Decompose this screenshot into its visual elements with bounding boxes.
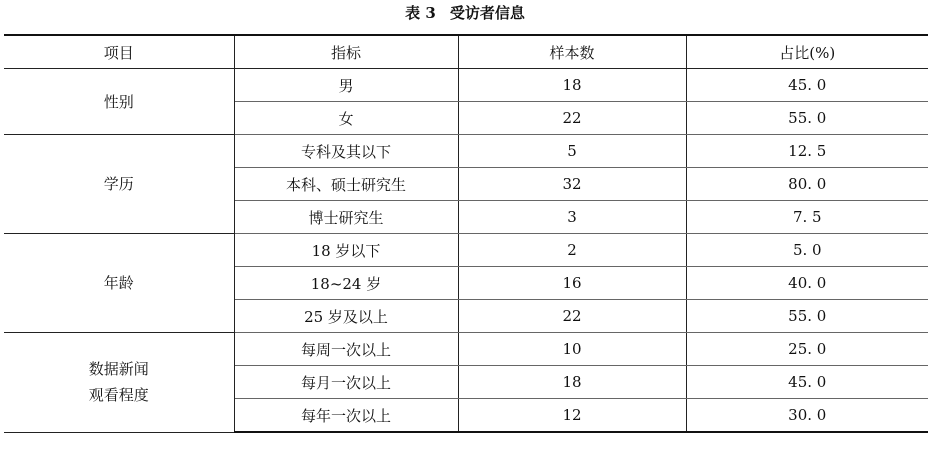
group-label-education — [4, 135, 234, 234]
table-number: 表 3 — [405, 4, 436, 22]
count-cell: 32 — [458, 168, 686, 201]
percentage-cell: 45. 0 — [686, 69, 928, 102]
indicator-cell: 女 — [234, 102, 458, 135]
group-label-age — [4, 234, 234, 333]
count-cell: 18 — [458, 366, 686, 399]
indicator-cell: 博士研究生 — [234, 201, 458, 234]
percentage-cell: 45. 0 — [686, 366, 928, 399]
count-cell: 16 — [458, 267, 686, 300]
respondent-info-table — [4, 34, 928, 433]
header-percentage: 占比(%) — [686, 35, 928, 69]
count-cell: 22 — [458, 300, 686, 333]
table-title: 受访者信息 — [449, 4, 525, 22]
count-cell: 12 — [458, 399, 686, 433]
percentage-cell: 5. 0 — [686, 234, 928, 267]
count-cell: 2 — [458, 234, 686, 267]
percentage-cell: 25. 0 — [686, 333, 928, 366]
count-cell: 3 — [458, 201, 686, 234]
count-cell: 18 — [458, 69, 686, 102]
percentage-cell: 40. 0 — [686, 267, 928, 300]
indicator-cell: 每年一次以上 — [234, 399, 458, 433]
indicator-cell: 25 岁及以上 — [234, 300, 458, 333]
group-label-text: 年龄 — [103, 274, 134, 292]
indicator-cell: 18 岁以下 — [234, 234, 458, 267]
table-row — [4, 234, 928, 267]
group-label-text: 学历 — [103, 175, 134, 193]
group-label-text: 数据新闻 — [88, 360, 149, 379]
indicator-cell: 本科、硕士研究生 — [234, 168, 458, 201]
percentage-cell: 55. 0 — [686, 300, 928, 333]
count-cell: 5 — [458, 135, 686, 168]
header-item: 项目 — [4, 35, 234, 69]
percentage-cell: 12. 5 — [686, 135, 928, 168]
table-caption — [0, 2, 930, 24]
percentage-cell: 80. 0 — [686, 168, 928, 201]
group-label-gender — [4, 69, 234, 135]
table-row — [4, 333, 928, 366]
group-label-viewing-frequency — [4, 333, 234, 433]
table-row — [4, 135, 928, 168]
percentage-cell: 30. 0 — [686, 399, 928, 433]
indicator-cell: 每周一次以上 — [234, 333, 458, 366]
table-row — [4, 69, 928, 102]
percentage-cell: 7. 5 — [686, 201, 928, 234]
indicator-cell: 18~24 岁 — [234, 267, 458, 300]
indicator-cell: 专科及其以下 — [234, 135, 458, 168]
count-cell: 22 — [458, 102, 686, 135]
percentage-cell: 55. 0 — [686, 102, 928, 135]
header-row — [4, 35, 928, 69]
group-label-text: 性别 — [103, 92, 134, 111]
count-cell: 10 — [458, 333, 686, 366]
group-label-text: 观看程度 — [88, 386, 149, 405]
header-sample-count: 样本数 — [458, 35, 686, 69]
indicator-cell: 每月一次以上 — [234, 366, 458, 399]
indicator-cell: 男 — [234, 69, 458, 102]
header-indicator: 指标 — [234, 35, 458, 69]
